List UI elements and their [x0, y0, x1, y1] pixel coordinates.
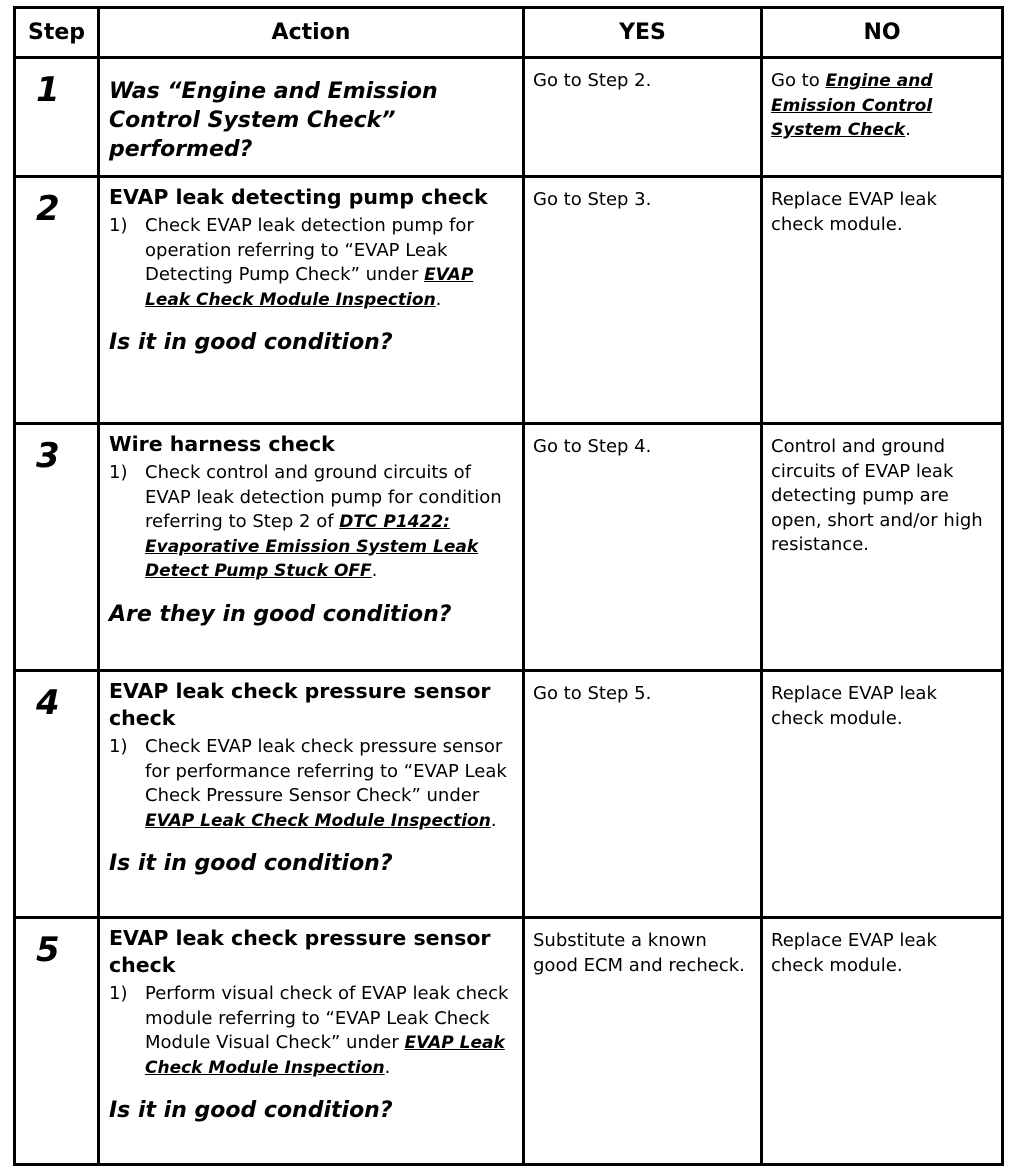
procedure-number: 1): [109, 462, 128, 483]
procedure-number: 1): [109, 983, 128, 1004]
no-cell: [762, 177, 1003, 424]
yes-text: Go to Step 5.: [533, 683, 652, 704]
table-row: [15, 918, 1003, 1165]
no-text: Replace EVAP leak check module.: [771, 930, 937, 976]
procedure-item: [109, 735, 514, 833]
procedure-item: [109, 461, 514, 584]
step-title: EVAP leak check pressure sensor check: [109, 926, 491, 977]
diagnostic-table-frame: [13, 6, 1004, 1166]
step-question: Are they in good condition?: [109, 601, 452, 627]
procedure-text: Perform visual check of EVAP leak check module referring to “EVAP Leak Check Module Visual Check” under: [145, 983, 509, 1053]
yes-cell: [524, 918, 762, 1165]
table-row: [15, 177, 1003, 424]
yes-text: Substitute a known good ECM and recheck.: [533, 930, 745, 976]
step-title: EVAP leak detecting pump check: [109, 185, 488, 209]
action-cell: [99, 424, 524, 671]
no-cell: [762, 58, 1003, 177]
step-question: Is it in good condition?: [109, 1098, 393, 1123]
procedure-suffix: .: [435, 288, 442, 310]
no-suffix: .: [905, 119, 911, 140]
no-text: Replace EVAP leak check module.: [771, 189, 937, 235]
action-cell: [99, 671, 524, 918]
step-number: 2: [36, 189, 60, 229]
header-no: NO: [762, 8, 1003, 58]
action-cell: [99, 918, 524, 1165]
procedure-suffix: .: [384, 1056, 391, 1078]
step-number: 1: [36, 70, 60, 110]
step-question: Is it in good condition?: [109, 851, 393, 876]
table-row: [15, 671, 1003, 918]
procedure-reference-link[interactable]: EVAP Leak Check Module Inspection: [145, 265, 474, 310]
header-step: Step: [15, 8, 99, 58]
procedure-reference-link[interactable]: DTC P1422: Evaporative Emission System Leak Detect Pump Stuck OFF: [145, 512, 479, 581]
step-number: 5: [36, 930, 60, 970]
no-cell: [762, 424, 1003, 671]
yes-cell: [524, 424, 762, 671]
step-title: EVAP leak check pressure sensor check: [109, 679, 491, 730]
no-text: Control and ground circuits of EVAP leak detecting pump are open, short and/or high resistance.: [771, 436, 983, 555]
procedure-suffix: .: [490, 809, 497, 831]
step-question: Was “Engine and Emission Control System Check” performed?: [109, 79, 438, 162]
diagnostic-table: [13, 6, 1004, 1166]
yes-text: Go to Step 3.: [533, 189, 652, 210]
table-row: [15, 424, 1003, 671]
step-question: Is it in good condition?: [109, 330, 393, 355]
no-reference-link[interactable]: Engine and Emission Control System Check: [771, 71, 933, 140]
procedure-text: Check EVAP leak check pressure sensor for performance referring to “EVAP Leak Check Pressure Sensor Check” under: [145, 736, 507, 806]
yes-text: Go to Step 2.: [533, 70, 652, 91]
procedure-reference-link[interactable]: EVAP Leak Check Module Inspection: [145, 1033, 505, 1078]
table-row: [15, 58, 1003, 177]
step-cell: [15, 424, 99, 671]
yes-cell: [524, 177, 762, 424]
step-cell: [15, 58, 99, 177]
yes-cell: [524, 671, 762, 918]
procedure-reference-link[interactable]: EVAP Leak Check Module Inspection: [145, 810, 491, 831]
procedure-number: 1): [109, 215, 128, 236]
no-prefix: Go to: [771, 70, 826, 91]
step-cell: [15, 918, 99, 1165]
procedure-item: [109, 982, 514, 1080]
table-header-row: [15, 8, 1003, 58]
step-number: 3: [36, 436, 60, 476]
step-number: 4: [36, 683, 60, 723]
no-text: Replace EVAP leak check module.: [771, 683, 937, 729]
yes-cell: [524, 58, 762, 177]
procedure-suffix: .: [371, 560, 378, 581]
step-cell: [15, 671, 99, 918]
step-title: Wire harness check: [109, 432, 335, 456]
procedure-text: Check EVAP leak detection pump for operation referring to “EVAP Leak Detecting Pump Check” under: [145, 215, 474, 285]
no-cell: [762, 671, 1003, 918]
header-yes: YES: [524, 8, 762, 58]
step-cell: [15, 177, 99, 424]
no-text: [763, 59, 1001, 151]
action-cell: [99, 58, 524, 177]
action-cell: [99, 177, 524, 424]
procedure-item: [109, 214, 514, 312]
yes-text: Go to Step 4.: [533, 436, 652, 457]
procedure-number: 1): [109, 736, 128, 757]
header-action: Action: [99, 8, 524, 58]
procedure-text: Check control and ground circuits of EVAP leak detection pump for condition referring to Step 2 of: [145, 462, 502, 532]
no-cell: [762, 918, 1003, 1165]
